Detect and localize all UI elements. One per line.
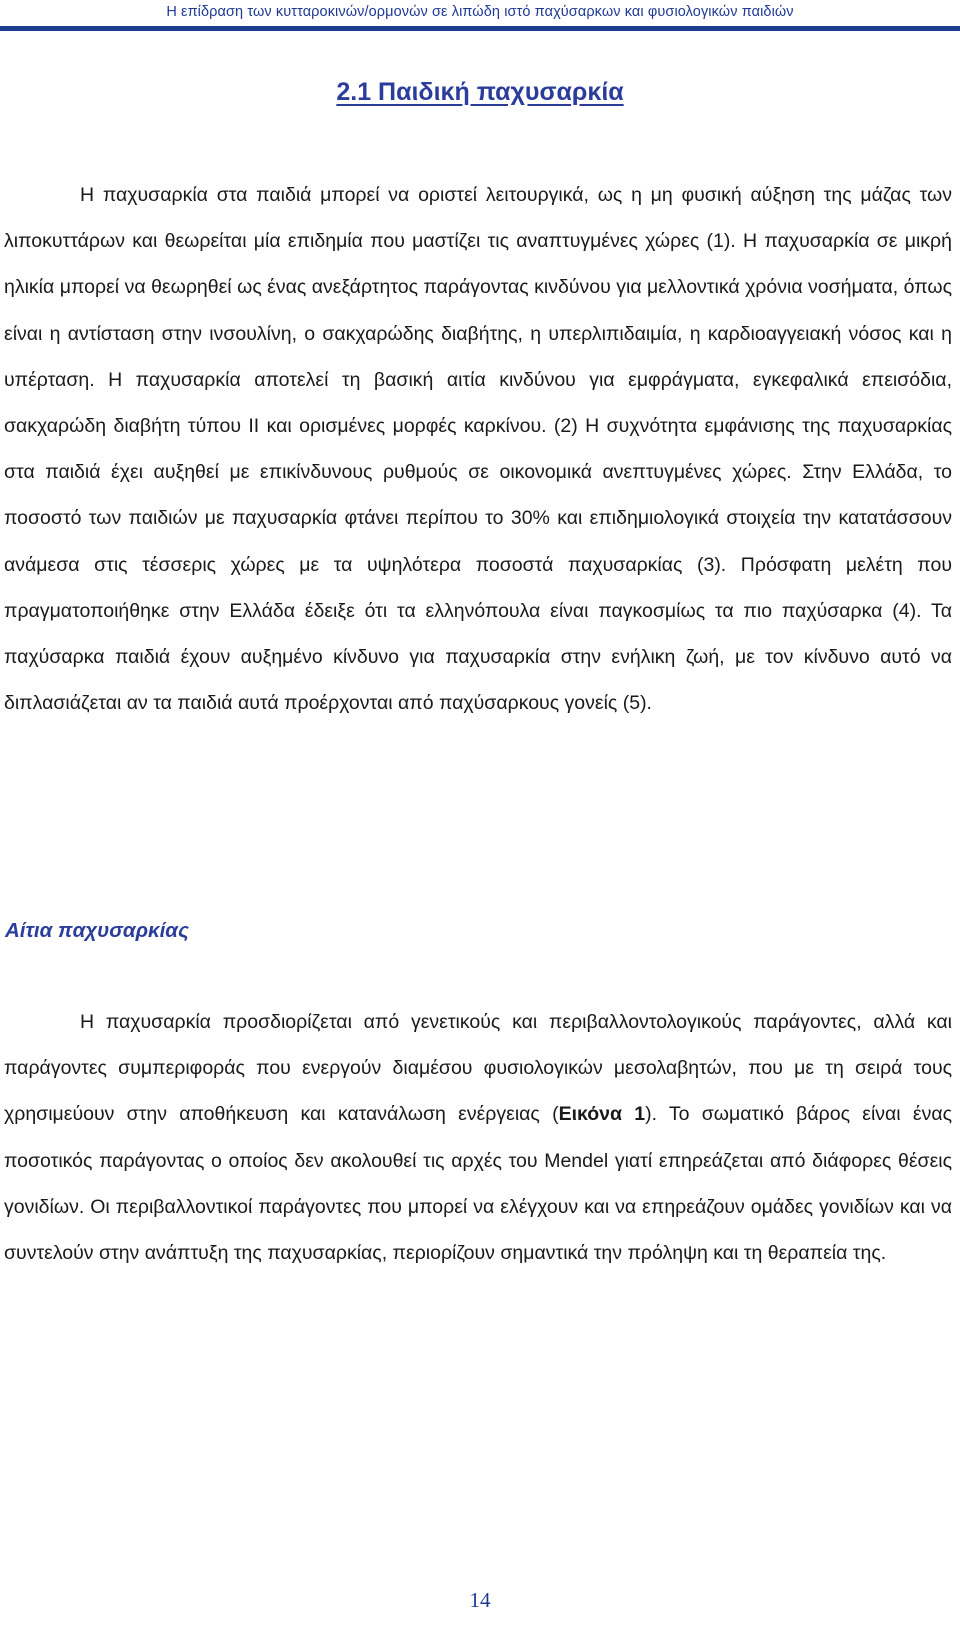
paragraph-childhood-obesity: Η παχυσαρκία στα παιδιά μπορεί να οριστεί λειτουργικά, ως η μη φυσική αύξηση της μάζας των λιποκυττάρων και θεωρείται μία επιδημία που μαστίζει τις αναπτυγμένες χώρες (1). Η παχυσαρκία σε μικρή ηλικία μπορεί να θεωρηθεί ως ένας ανεξάρτητος παράγοντας κινδύνου για μελλοντικά χρόνια νοσήματα, όπως είναι η αντίσταση στην ινσουλίνη, ο σακχαρώδης διαβήτης, η υπερλιπιδαιμία, η καρδιοαγγειακή νόσος και η υπέρταση. Η παχυσαρκία αποτελεί τη βασική αιτία κινδύνου για εμφράγματα, εγκεφαλικά επεισόδια, σακχαρώδη διαβήτη τύπου ΙΙ και ορισμένες μορφές καρκίνου. (2) Η συχνότητα εμφάνισης της παχυσαρκίας στα παιδιά έχει αυξηθεί με επικίνδυνους ρυθμούς σε οικονομικά ανεπτυγμένες χώρες. Στην Ελλάδα, το ποσοστό των παιδιών με παχυσαρκία φτάνει περίπου το 30% και επιδημιολογικά στοιχεία την κατατάσσουν ανάμεσα στις τέσσερις χώρες με τα υψηλότερα ποσοστά παχυσαρκίας (3). Πρόσφατη μελέτη που πραγματοποιήθηκε στην Ελλάδα έδειξε ότι τα ελληνόπουλα είναι παγκοσμίως τα πιο παχύσαρκα (4). Τα παχύσαρκα παιδιά έχουν αυξημένο κίνδυνο για παχυσαρκία στην ενήλικη ζωή, με τον κίνδυνο αυτό να διπλασιάζεται αν τα παιδιά αυτά προέρχονται από παχύσαρκους γονείς (5).	[4, 184, 952, 715]
paragraph-text-before-ref: Η παχυσαρκία προσδιορίζεται από γενετικούς και περιβαλλοντολογικούς παράγοντες, αλλά και παράγοντες συμπεριφοράς που ενεργούν διαμέσου φυσιολογικών μεσολαβητών, που με τη σειρά τους χρησιμεύουν στην αποθήκευση και κατανάλωση ενέργειας (	[4, 1011, 952, 1126]
subheading-obesity-causes: Αίτια παχυσαρκίας	[5, 919, 189, 942]
section-title: 2.1 Παιδική παχυσαρκία	[336, 78, 624, 106]
paragraph-text-after-ref: ). Το σωματικό βάρος είναι ένας ποσοτικός παράγοντας ο οποίος δεν ακολουθεί τις αρχές του Mendel γιατί επηρεάζεται από διάφορες θέσεις γονιδίων. Οι περιβαλλοντικοί παράγοντες που μπορεί να ελέγχουν και να επηρεάζουν ομάδες γονιδίων και να συντελούν στην ανάπτυξη της παχυσαρκίας, περιορίζουν σημαντικά την πρόληψη και τη θεραπεία της.	[4, 1103, 952, 1265]
running-header: Η επίδραση των κυτταροκινών/ορμονών σε λιπώδη ιστό παχύσαρκων και φυσιολογικών παιδιών	[166, 4, 794, 20]
header-rule	[0, 26, 960, 31]
paragraph-obesity-causes	[4, 999, 952, 1276]
figure-reference: Εικόνα 1	[558, 1103, 646, 1126]
page-number: 14	[469, 1588, 491, 1612]
